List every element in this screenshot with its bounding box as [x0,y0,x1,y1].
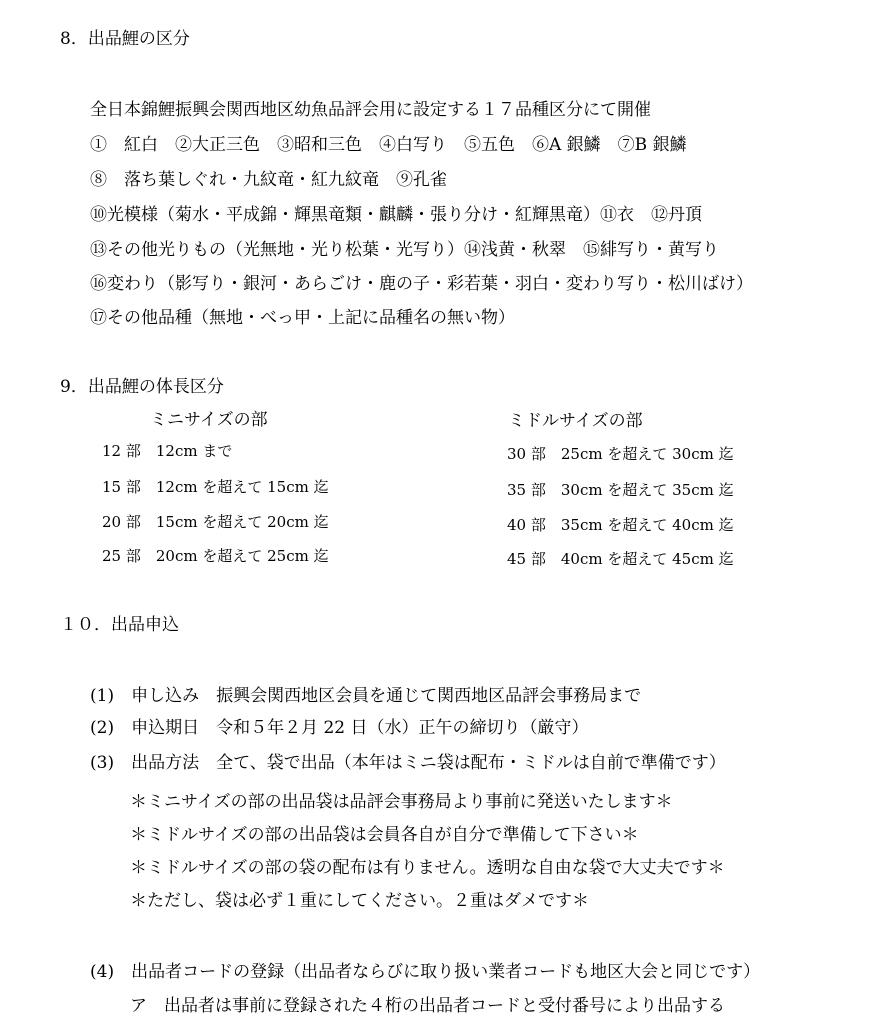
section-8-intro: 全日本錦鯉振興会関西地区幼魚品評会用に設定する１７品種区分にて開催 [90,100,651,120]
exhibitor-code-subitem: ア 出品者は事前に登録された４桁の出品者コードと受付番号により出品する [130,996,725,1016]
application-item: (3) 出品方法 全て、袋で出品（本年はミニ袋は配布・ミドルは自前で準備です） [90,753,726,773]
section-10-heading: １０．出品申込 [60,615,179,635]
mini-size-row: 15 部 12cm を超えて 15cm 迄 [102,478,329,496]
mini-size-row: 12 部 12cm まで [102,442,233,460]
bag-note: ＊ミドルサイズの部の出品袋は会員各自が自分で準備して下さい＊ [130,825,639,845]
variety-line: ⑩光模様（菊水・平成錦・輝黒竜類・麒麟・張り分け・紅輝黒竜）⑪衣 ⑫丹頂 [90,205,702,225]
application-item: (2) 申込期日 令和５年２月 22 日（水）正午の締切り（厳守） [90,718,589,738]
variety-line: ⑰その他品種（無地・べっ甲・上記に品種名の無い物） [90,308,515,328]
mini-size-row: 20 部 15cm を超えて 20cm 迄 [102,513,329,531]
variety-line: ⑧ 落ち葉しぐれ・九紋竜・紅九紋竜 ⑨孔雀 [90,170,447,190]
section-9-heading: 9．出品鯉の体長区分 [60,377,224,397]
exhibitor-code-item: (4) 出品者コードの登録（出品者ならびに取り扱い業者コードも地区大会と同じです） [90,962,761,982]
middle-size-row: 45 部 40cm を超えて 45cm 迄 [507,550,734,568]
middle-size-row: 35 部 30cm を超えて 35cm 迄 [507,481,734,499]
variety-line: ⑬その他光りもの（光無地・光り松葉・光写り）⑭浅黄・秋翠 ⑮緋写り・黄写り [90,240,719,260]
mini-size-title: ミニサイズの部 [150,410,268,430]
bag-note: ＊ただし、袋は必ず１重にしてください。２重はダメです＊ [130,891,589,911]
middle-size-row: 30 部 25cm を超えて 30cm 迄 [507,445,734,463]
middle-size-row: 40 部 35cm を超えて 40cm 迄 [507,516,734,534]
variety-line: ⑯変わり（影写り・銀河・あらごけ・鹿の子・彩若葉・羽白・変わり写り・松川ばけ） [90,274,753,294]
bag-note: ＊ミドルサイズの部の袋の配布は有りません。透明な自由な袋で大丈夫です＊ [130,858,725,878]
section-8-heading: 8．出品鯉の区分 [60,29,190,49]
mini-size-row: 25 部 20cm を超えて 25cm 迄 [102,547,329,565]
variety-line: ① 紅白 ②大正三色 ③昭和三色 ④白写り ⑤五色 ⑥A 銀鱗 ⑦B 銀鱗 [90,135,687,155]
bag-note: ＊ミニサイズの部の出品袋は品評会事務局より事前に発送いたします＊ [130,792,673,812]
middle-size-title: ミドルサイズの部 [508,411,643,431]
application-item: (1) 申し込み 振興会関西地区会員を通じて関西地区品評会事務局まで [90,686,642,706]
